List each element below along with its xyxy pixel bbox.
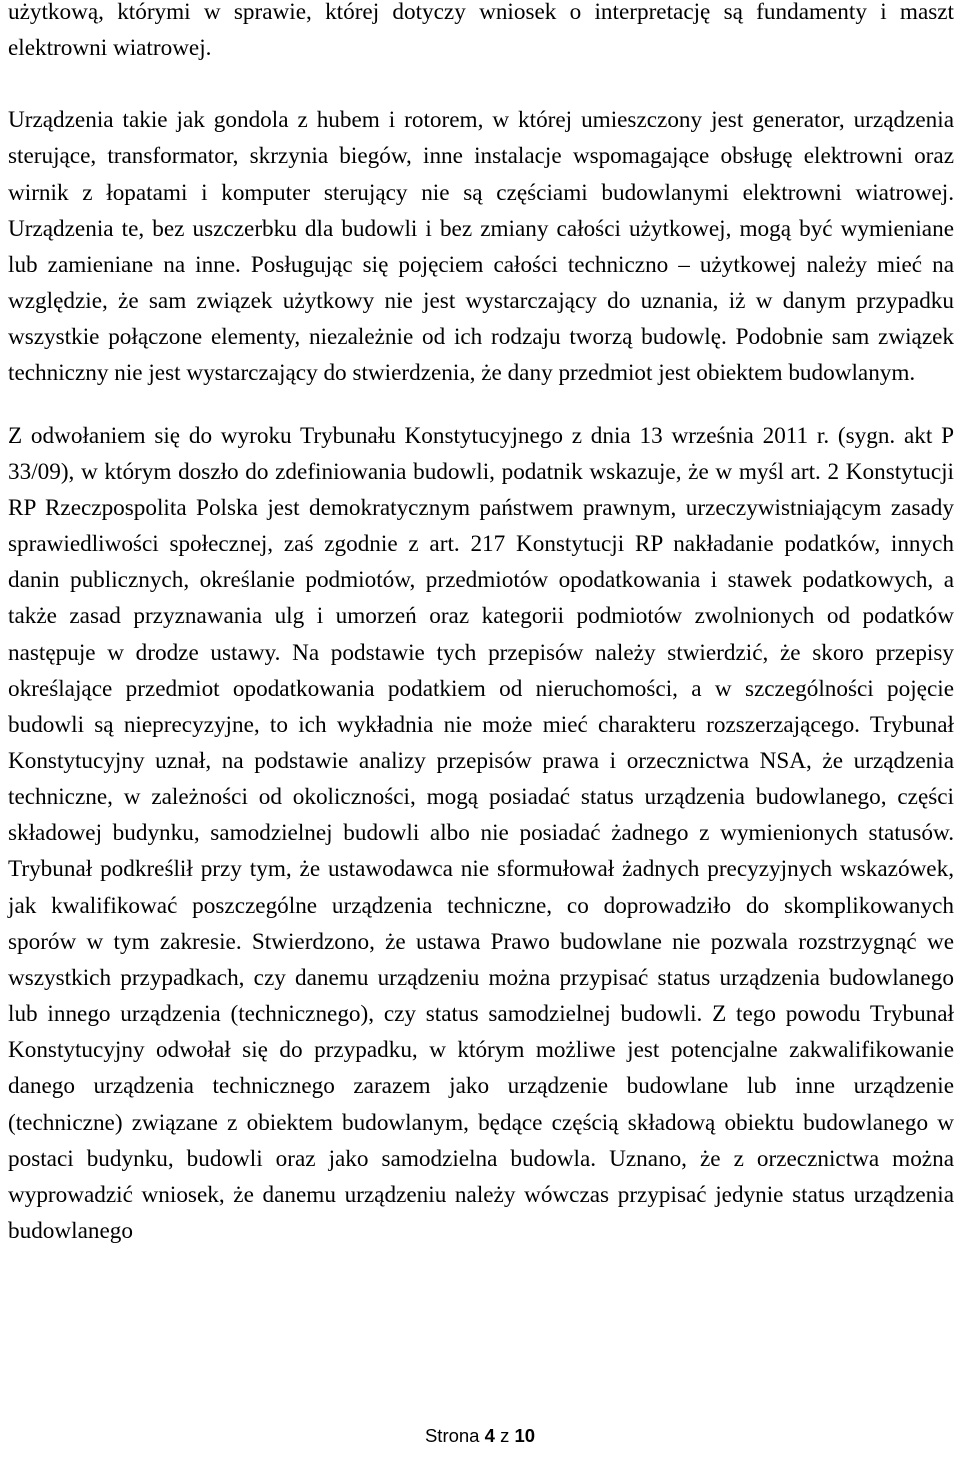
document-body — [8, 0, 954, 1249]
paragraph-2: Urządzenia takie jak gondola z hubem i rotorem, w której umieszczony jest generator, urządzenia sterujące, transformator, skrzynia biegów, inne instalacje wspomagające obsługę elektrowni oraz wirnik z łopatami i komputer sterujący nie są częściami budowlanymi elektrowni wiatrowej. Urządzenia te, bez uszczerbku dla budowli i bez zmiany całości użytkowej, mogą być wymieniane lub zamieniane na inne. Posługując się pojęciem całości techniczno – użytkowej należy mieć na względzie, że sam związek użytkowy nie jest wystarczający do uznania, iż w danym przypadku wszystkie połączone elementy, niezależnie od ich rodzaju tworzą budowlę. Podobnie sam związek techniczny nie jest wystarczający do stwierdzenia, że dany przedmiot jest obiektem budowlanym. — [8, 107, 954, 387]
page-total: 10 — [514, 1425, 536, 1446]
page-footer — [0, 1424, 960, 1448]
paragraph-3: Z odwołaniem się do wyroku Trybunału Konstytucyjnego z dnia 13 września 2011 r. (sygn. akt P 33/09), w którym doszło do zdefiniowania budowli, podatnik wskazuje, że w myśl art. 2 Konstytucji RP Rzeczpospolita Polska jest demokratycznym państwem prawnym, urzeczywistniającym zasady sprawiedliwości społecznej, zaś zgodnie z art. 217 Konstytucji RP nakładanie podatków, innych danin publicznych, określanie podmiotów, przedmiotów opodatkowania i stawek podatkowych, a także zasad przyznawania ulg i umorzeń oraz kategorii podmiotów zwolnionych od podatków następuje w drodze ustawy. Na podstawie tych przepisów należy stwierdzić, że skoro przepisy określające przedmiot opodatkowania podatkiem od nieruchomości, a w szczególności pojęcie budowli są nieprecyzyjne, to ich wykładnia nie może mieć charakteru rozszerzającego. Trybunał Konstytucyjny uznał, na podstawie analizy przepisów prawa i orzecznictwa NSA, że urządzenia techniczne, w zależności od okoliczności, mogą posiadać status urządzenia budowlanego, części składowej budynku, samodzielnej budowli albo nie posiadać żadnego z wymienionych statusów. Trybunał podkreślił przy tym, że ustawodawca nie sformułował żadnych precyzyjnych wskazówek, jak kwalifikować poszczególne urządzenia techniczne, co doprowadziło do skomplikowanych sporów w tym zakresie. Stwierdzono, że ustawa Prawo budowlane nie pozwala rozstrzygnąć we wszystkich przypadkach, czy danemu urządzeniu można przypisać status urządzenia budowlanego lub innego urządzenia (technicznego), czy status samodzielnej budowli. Z tego powodu Trybunał Konstytucyjny odwołał się do przypadku, w którym możliwe jest potencjalne zakwalifikowanie danego urządzenia technicznego zarazem jako urządzenie budowlane lub inne urządzenie (techniczne) związane z obiektem budowlanym, będące częścią składową obiektu budowlanego w postaci budynku, budowli oraz jako samodzielna budowla. Uznano, że z orzecznictwa można wyprowadzić wniosek, że danemu urządzeniu należy wówczas przypisać jedynie status urządzenia budowlanego — [8, 422, 954, 1244]
page-current: 4 — [484, 1425, 495, 1446]
paragraph-1: użytkową, którymi w sprawie, której dotyczy wniosek o interpretację są fundamenty i maszt elektrowni wiatrowej. — [8, 0, 954, 62]
page-separator: z — [500, 1425, 510, 1446]
page-label: Strona — [424, 1425, 480, 1446]
